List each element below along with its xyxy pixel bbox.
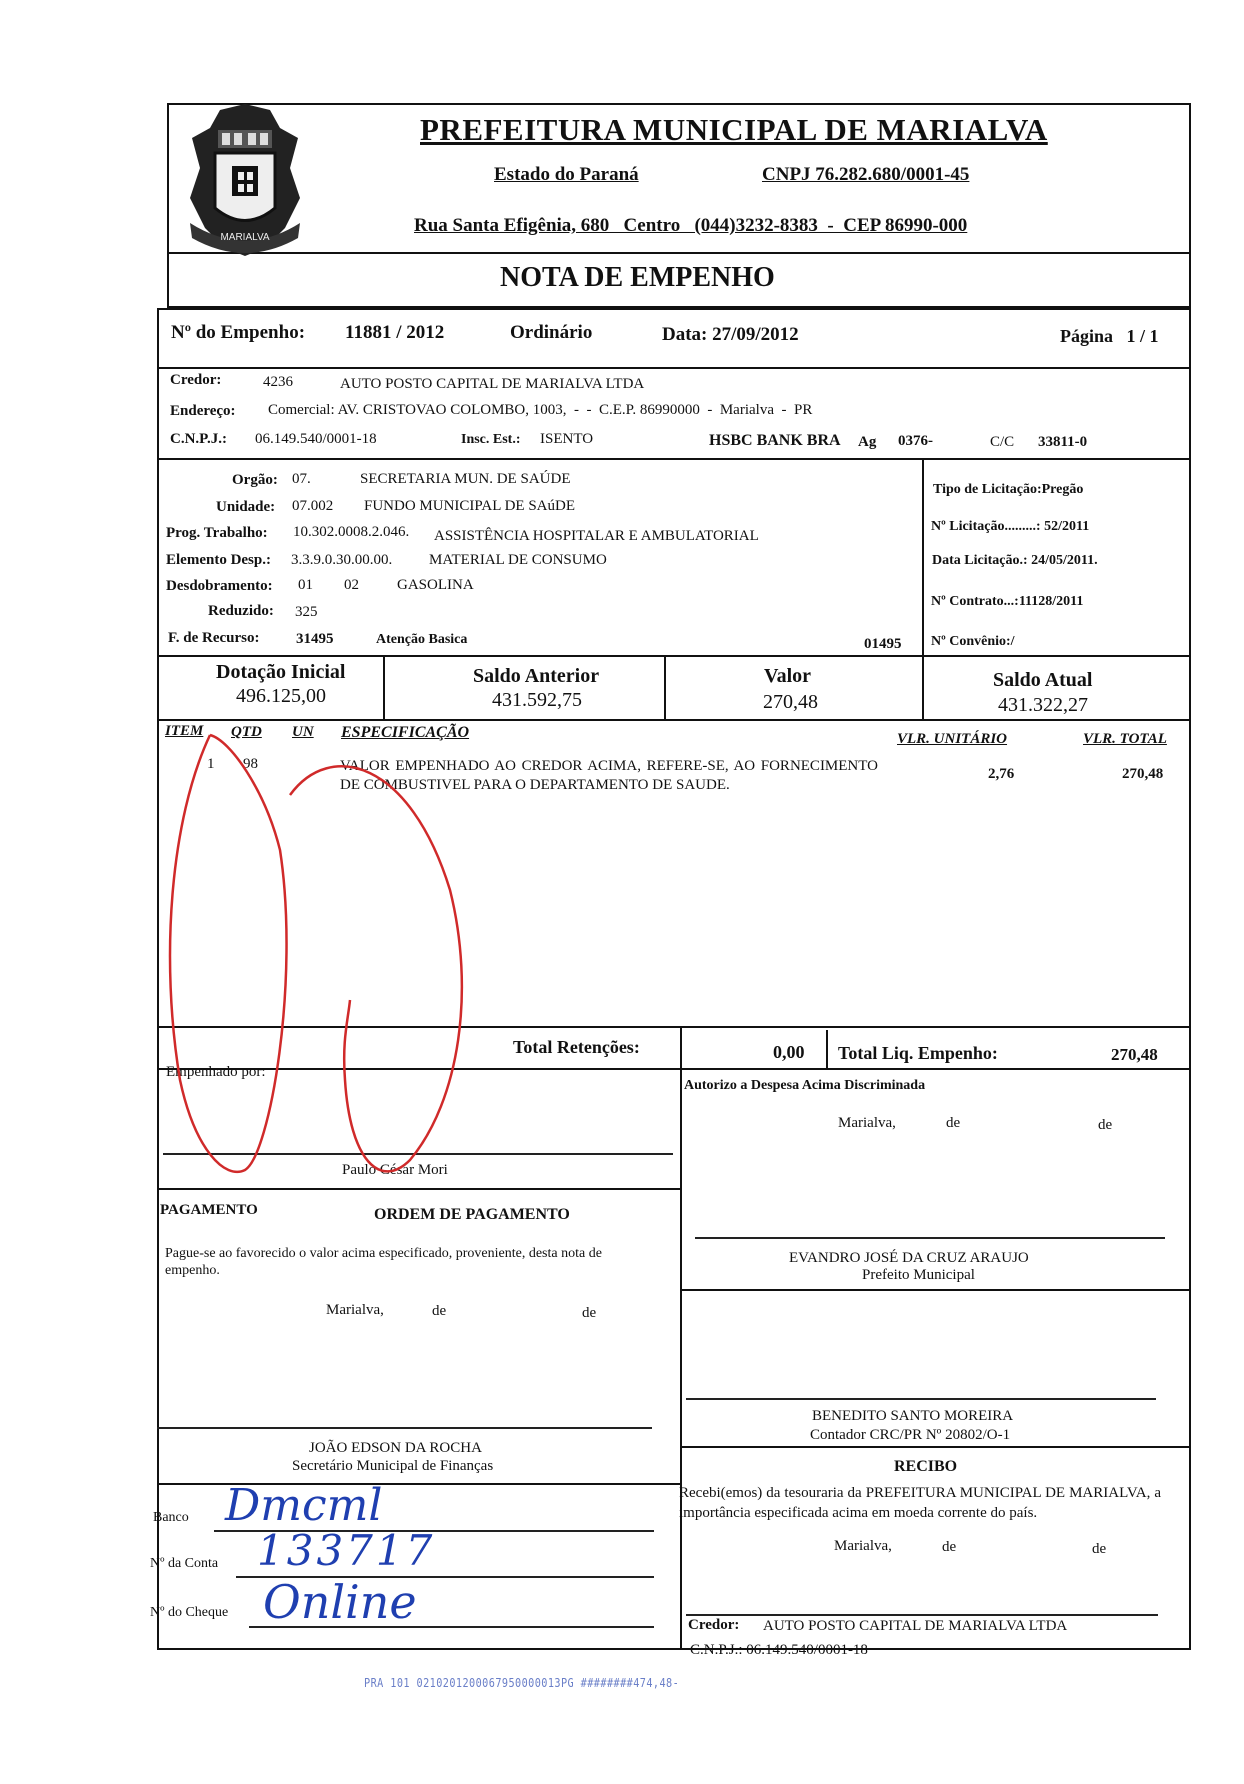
pagamento-de2: de (582, 1305, 597, 1321)
elemento-value: MATERIAL DE CONSUMO (429, 552, 607, 568)
unidade-code: 07.002 (292, 498, 334, 514)
contador-name: BENEDITO SANTO MOREIRA (812, 1408, 1014, 1424)
prefeito-name: EVANDRO JOSÉ DA CRUZ ARAUJO (789, 1250, 1029, 1266)
ag-label: Ag (858, 434, 877, 450)
credor-code: 4236 (263, 374, 293, 390)
pagamento-de1: de (432, 1303, 447, 1319)
dotacao-inicial-value: 496.125,00 (236, 685, 326, 707)
contador-role: Contador CRC/PR Nº 20802/O-1 (810, 1427, 1011, 1443)
col-vlr-total: VLR. TOTAL (1083, 731, 1167, 747)
red-ink-marks (150, 700, 490, 1200)
desdobramento-value: GASOLINA (397, 577, 474, 593)
row-spec: VALOR EMPENHADO AO CREDOR ACIMA, REFERE-SE, AO FORNECIMENTO DE COMBUSTIVEL PARA O DEPARTAMENTO DE SAUDE. (340, 758, 878, 793)
col-item: ITEM (165, 723, 204, 739)
document-title: NOTA DE EMPENHO (500, 262, 775, 293)
secretario-name: JOÃO EDSON DA ROCHA (309, 1440, 482, 1456)
data-licitacao: Data Licitação.: 24/05/2011. (932, 553, 1098, 568)
valor-value: 270,48 (763, 691, 818, 713)
secretario-role: Secretário Municipal de Finanças (292, 1458, 494, 1474)
conta-label: Nº da Conta (150, 1556, 219, 1571)
desdobramento-code1: 01 (298, 577, 313, 593)
total-retencoes-label: Total Retenções: (513, 1037, 640, 1057)
orgao-code: 07. (292, 471, 311, 487)
dotacao-inicial-label: Dotação Inicial (216, 661, 346, 683)
row-qtd: 98 (243, 756, 258, 772)
empenhado-name: Paulo César Mori (342, 1162, 448, 1178)
col-especificacao: ESPECIFICAÇÃO (341, 724, 470, 741)
unidade-value: FUNDO MUNICIPAL DE SAúDE (364, 498, 575, 514)
ag-value: 0376- (898, 433, 933, 449)
autorizo-de1: de (946, 1115, 961, 1131)
cheque-handwriting: Online (263, 1575, 417, 1629)
cnpj-credor-value: 06.149.540/0001-18 (255, 431, 377, 447)
saldo-anterior-value: 431.592,75 (492, 689, 582, 711)
col-qtd: QTD (231, 724, 262, 740)
col-un: UN (292, 724, 314, 740)
autorizo-place: Marialva, (838, 1115, 896, 1131)
reduzido-label: Reduzido: (208, 603, 274, 619)
cc-label: C/C (990, 434, 1015, 450)
empenho-number: 11881 / 2012 (345, 322, 445, 343)
recibo-place: Marialva, (834, 1538, 892, 1554)
fonte-label: F. de Recurso: (168, 630, 260, 646)
reduzido-value: 325 (295, 604, 318, 620)
autorizo-de2: de (1098, 1117, 1113, 1133)
page-number: Página 1 / 1 (1060, 326, 1159, 346)
insc-label: Insc. Est.: (461, 432, 521, 447)
fonte-right-code: 01495 (864, 636, 902, 652)
recibo-cnpj: C.N.P.J.: 06.149.540/0001-18 (690, 1642, 868, 1658)
recibo-credor-name: AUTO POSTO CAPITAL DE MARIALVA LTDA (763, 1618, 1068, 1634)
cheque-label: Nº do Cheque (150, 1605, 229, 1620)
row-unit: 2,76 (988, 766, 1015, 782)
row-item: 1 (207, 756, 215, 772)
num-contrato: Nº Contrato...:11128/2011 (931, 594, 1084, 609)
elemento-code: 3.3.9.0.30.00.00. (291, 552, 393, 568)
pagamento-place: Marialva, (326, 1302, 384, 1318)
autorizo-title: Autorizo a Despesa Acima Discriminada (684, 1078, 926, 1093)
orgao-label: Orgão: (232, 472, 278, 488)
col-vlr-unitario: VLR. UNITÁRIO (897, 731, 1008, 747)
row-total: 270,48 (1122, 766, 1164, 782)
num-convenio: Nº Convênio:/ (931, 634, 1015, 649)
insc-value: ISENTO (540, 431, 594, 447)
saldo-atual-label: Saldo Atual (993, 669, 1093, 691)
recibo-text: Recebi(emos) da tesouraria da PREFEITURA MUNICIPAL DE MARIALVA, a importância especificada acima em moeda corrente do país. (679, 1485, 1161, 1521)
prog-code: 10.302.0008.2.046. (293, 524, 410, 540)
elemento-label: Elemento Desp.: (166, 552, 271, 568)
fonte-code: 31495 (296, 631, 334, 647)
total-liq-value: 270,48 (1111, 1045, 1158, 1064)
banco-handwriting: Dmcml (225, 1480, 383, 1531)
saldo-anterior-label: Saldo Anterior (473, 665, 600, 687)
recibo-de2: de (1092, 1541, 1107, 1557)
saldo-atual-value: 431.322,27 (998, 694, 1088, 716)
footer-stamp: PRA 101 0210201200067950000013PG ########474,48- (364, 1676, 680, 1690)
valor-label: Valor (764, 665, 812, 687)
total-retencoes-value: 0,00 (773, 1042, 805, 1062)
state-label: Estado do Paraná (494, 164, 639, 185)
banco-label: Banco (153, 1510, 189, 1525)
pagamento-title: PAGAMENTO (160, 1202, 258, 1218)
recibo-title: RECIBO (894, 1458, 958, 1475)
num-licitacao: Nº Licitação.........: 52/2011 (931, 519, 1090, 534)
empenho-date: Data: 27/09/2012 (662, 324, 799, 345)
credor-name: AUTO POSTO CAPITAL DE MARIALVA LTDA (340, 376, 645, 392)
coat-of-arms-logo (170, 98, 320, 263)
bank-name: HSBC BANK BRA (709, 432, 841, 449)
empenhado-label: Empenhado por: (166, 1064, 266, 1080)
cc-value: 33811-0 (1038, 434, 1088, 450)
prefeito-role: Prefeito Municipal (862, 1267, 975, 1283)
credor-label: Credor: (170, 372, 222, 388)
desdobramento-code2: 02 (344, 577, 359, 593)
prog-value: ASSISTÊNCIA HOSPITALAR E AMBULATORIAL (434, 528, 759, 544)
orgao-value: SECRETARIA MUN. DE SAÚDE (360, 471, 571, 487)
empenho-label: Nº do Empenho: (171, 322, 306, 343)
fonte-value: Atenção Basica (376, 632, 468, 647)
endereco-value: Comercial: AV. CRISTOVAO COLOMBO, 1003, - - C.E.P. 86990000 - Marialva - PR (268, 402, 813, 418)
empenho-type: Ordinário (510, 322, 593, 343)
unidade-label: Unidade: (216, 499, 276, 515)
prog-label: Prog. Trabalho: (166, 525, 268, 541)
total-liq-label: Total Liq. Empenho: (838, 1043, 998, 1063)
address-label: Rua Santa Efigênia, 680 Centro (044)3232-8383 - CEP 86990-000 (414, 215, 968, 236)
cnpj-label: CNPJ 76.282.680/0001-45 (762, 164, 970, 185)
ordem-pagamento-title: ORDEM DE PAGAMENTO (374, 1206, 570, 1223)
tipo-licitacao: Tipo de Licitação:Pregão (933, 482, 1084, 497)
endereco-label: Endereço: (170, 403, 236, 419)
recibo-credor-label: Credor: (688, 1617, 740, 1633)
svg-text:MARIALVA: MARIALVA (220, 232, 270, 243)
cnpj-credor-label: C.N.P.J.: (170, 431, 227, 447)
desdobramento-label: Desdobramento: (166, 578, 273, 594)
conta-handwriting: 133717 (257, 1526, 436, 1575)
pagamento-text: Pague-se ao favorecido o valor acima especificado, proveniente, desta nota de empenho. (165, 1246, 602, 1278)
page-title: PREFEITURA MUNICIPAL DE MARIALVA (420, 112, 1048, 147)
recibo-de1: de (942, 1539, 957, 1555)
